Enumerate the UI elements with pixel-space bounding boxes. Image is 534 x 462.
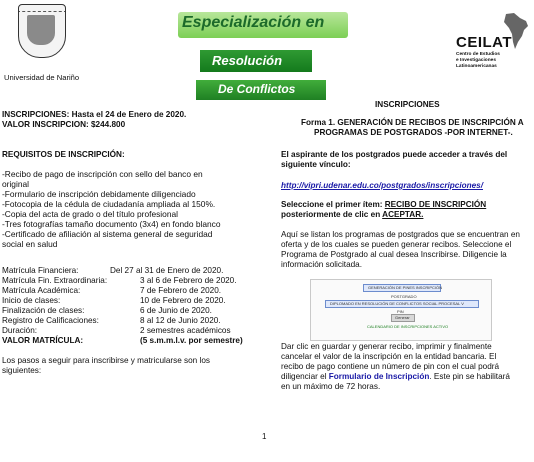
program-banner bbox=[178, 12, 348, 100]
date-label: Finalización de clases: bbox=[2, 306, 85, 315]
requisito-1b: original bbox=[2, 179, 30, 189]
form-label-1: POSTGRADO bbox=[391, 294, 417, 299]
ceilat-logo bbox=[448, 12, 532, 82]
date-label: Duración: bbox=[2, 326, 38, 335]
university-logo bbox=[4, 4, 80, 82]
banner-line-1: Especialización en bbox=[182, 14, 325, 31]
university-name: Universidad de Nariño bbox=[4, 73, 80, 82]
clic-line-1: Dar clic en guardar y generar recibo, imprimir y finalmente bbox=[281, 342, 492, 351]
clic-line-4: diligenciar el Formulario de Inscripción. Este pin se habilitará bbox=[281, 372, 510, 381]
requisito-1a: -Recibo de pago de inscripción con sello del banco en bbox=[2, 169, 203, 179]
requisito-5: -Tres fotografías tamaño documento (3x4) en fondo blanco bbox=[2, 219, 221, 229]
requisitos-title: REQUISITOS DE INSCRIPCIÓN: bbox=[2, 150, 125, 159]
clic-line-3: recibo de pago contiene un número de pin con el cual podrá bbox=[281, 362, 500, 371]
valor-inscripcion: VALOR INSCRIPCION: $244.800 bbox=[2, 120, 126, 129]
date-value: 8 al 12 de Junio 2020. bbox=[140, 316, 221, 325]
seleccione-line-2: posteriormente de clic en ACEPTAR. bbox=[281, 210, 424, 219]
form-generate-button: Generar bbox=[391, 314, 415, 322]
ceilat-subtitle: Centro de Estudios e Investigaciones Latinoamericanas bbox=[456, 52, 500, 69]
date-value: 3 al 6 de Febrero de 2020. bbox=[140, 276, 237, 285]
banner-line-3: De Conflictos bbox=[218, 82, 296, 96]
forma-line-1: Forma 1. GENERACIÓN DE RECIBOS DE INSCRIPCIÓN A bbox=[301, 118, 524, 127]
aqui-line-1: Aquí se listan los programas de postgrados que se encuentran en bbox=[281, 230, 520, 239]
requisito-2: -Formulario de inscripción debidamente diligenciado bbox=[2, 189, 196, 199]
date-label: Registro de Calificaciones: bbox=[2, 316, 99, 325]
inscripciones-deadline: INSCRIPCIONES: Hasta el 24 de Enero de 2020. bbox=[2, 110, 187, 119]
aspirante-line-2: siguiente vínculo: bbox=[281, 160, 351, 169]
ceilat-name: CEILAT bbox=[456, 34, 513, 51]
form-select-1: GENERACIÓN DE PINES INSCRIPCIÓN bbox=[363, 284, 441, 292]
university-seal-icon bbox=[18, 4, 66, 58]
clic-line-2: cancelar el valor de la inscripción en la entidad bancaria. El bbox=[281, 352, 497, 361]
inscripciones-link[interactable]: http://vipri.udenar.edu.co/postgrados/inscripciones/ bbox=[281, 181, 483, 190]
pasos-line-1: Los pasos a seguir para inscribirse y matricularse son los bbox=[2, 356, 210, 365]
requisito-6b: social en salud bbox=[2, 239, 58, 249]
right-title: INSCRIPCIONES bbox=[375, 100, 440, 109]
form-label-2: PIN bbox=[397, 309, 404, 314]
date-label: Matrícula Fin. Extraordinaria: bbox=[2, 276, 108, 285]
requisito-3: -Fotocopia de la cédula de ciudadanía ampliada al 150%. bbox=[2, 199, 216, 209]
date-label: VALOR MATRÍCULA: bbox=[2, 336, 84, 345]
form-footer: CALENDARIO DE INSCRIPCIONES ACTIVO bbox=[367, 324, 449, 329]
requisito-4: -Copia del acta de grado o del título profesional bbox=[2, 209, 178, 219]
aqui-line-4: información solicitada. bbox=[281, 260, 363, 269]
aqui-line-3: Programa de Postgrado al cual desea Inscribirse. Diligencie la bbox=[281, 250, 507, 259]
date-label: Matrícula Académica: bbox=[2, 286, 81, 295]
form-select-2: DIPLOMADO EN RESOLUCIÓN DE CONFLICTOS SOCIAL PROCESAL V bbox=[325, 300, 479, 308]
aqui-line-2: oferta y de los cuales se pueden generar recibos. Seleccione el bbox=[281, 240, 512, 249]
aspirante-line-1: El aspirante de los postgrados puede acceder a través del bbox=[281, 150, 508, 159]
date-value: 10 de Febrero de 2020. bbox=[140, 296, 226, 305]
date-label: Inicio de clases: bbox=[2, 296, 61, 305]
date-label: Matrícula Financiera: bbox=[2, 266, 79, 275]
date-value: 7 de Febrero de 2020. bbox=[140, 286, 222, 295]
page-number: 1 bbox=[262, 432, 267, 441]
seleccione-line-1: Seleccione el primer ítem: RECIBO DE INSCRIPCIÓN bbox=[281, 200, 487, 209]
date-value: (5 s.m.m.l.v. por semestre) bbox=[140, 336, 243, 345]
pasos-line-2: siguientes: bbox=[2, 366, 42, 375]
forma-line-2: PROGRAMAS DE POSTGRADOS -POR INTERNET-. bbox=[314, 128, 513, 137]
date-value: Del 27 al 31 de Enero de 2020. bbox=[110, 266, 224, 275]
date-value: 6 de Junio de 2020. bbox=[140, 306, 212, 315]
form-screenshot bbox=[310, 279, 492, 341]
requisito-6a: -Certificado de afiliación al sistema general de seguridad bbox=[2, 229, 213, 239]
clic-line-5: en un máximo de 72 horas. bbox=[281, 382, 381, 391]
formulario-link[interactable]: Formulario de Inscripción bbox=[328, 372, 430, 381]
date-value: 2 semestres académicos bbox=[140, 326, 231, 335]
banner-line-2: Resolución bbox=[212, 53, 283, 68]
